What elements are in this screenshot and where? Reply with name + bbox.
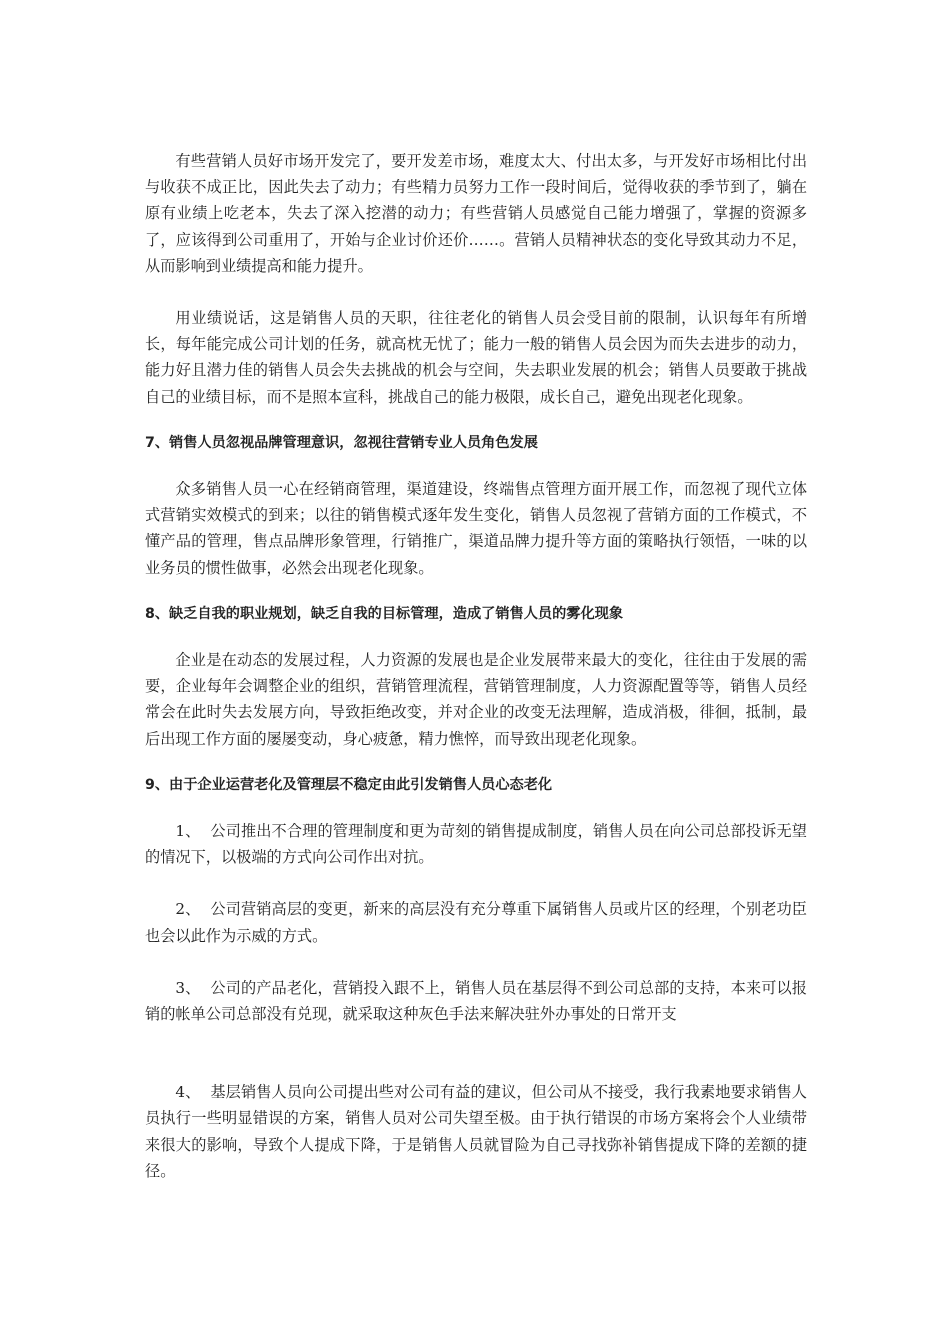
paragraph-career-planning: 企业是在动态的发展过程，人力资源的发展也是企业发展带来最大的变化，往往由于发展的需要，企业每年会调整企业的组织，营销管理流程，营销管理制度，人力资源配置等等，销售人员经常会在此时失去发展方向，导致拒绝改变，并对企业的改变无法理解，造成消极，徘徊，抵制，最后出现工作方面的屡屡变动，身心疲惫，精力憔悴，而导致出现老化现象。 bbox=[145, 651, 807, 748]
list-item-3: 3、 公司的产品老化，营销投入跟不上，销售人员在基层得不到公司总部的支持，本来可以报销的帐单公司总部没有兑现，就采取这种灰色手法来解决驻外办事处的日常开支 bbox=[145, 978, 807, 1024]
paragraph-motivation-loss: 有些营销人员好市场开发完了，要开发差市场，难度太大、付出太多，与开发好市场相比付出与收获不成正比，因此失去了动力；有些精力员努力工作一段时间后，觉得收获的季节到了，躺在原有业绩上吃老本，失去了深入挖潜的动力；有些营销人员感觉自己能力增强了，掌握的资源多了，应该得到公司重用了，开始与企业讨价还价……。营销人员精神状态的变化导致其动力不足，从而影响到业绩提高和能力提升。 bbox=[145, 152, 807, 275]
list-item-4: 4、 基层销售人员向公司提出些对公司有益的建议，但公司从不接受，我行我素地要求销售人员执行一些明显错误的方案，销售人员对公司失望至极。由于执行错误的市场方案将会个人业绩带来很大的影响，导致个人提成下降，于是销售人员就冒险为自己寻找弥补销售提成下降的差额的捷径。 bbox=[145, 1083, 807, 1180]
list-item-1: 1、 公司推出不合理的管理制度和更为苛刻的销售提成制度，销售人员在向公司总部投诉无望的情况下，以极端的方式向公司作出对抗。 bbox=[145, 822, 807, 867]
paragraph-performance: 用业绩说话，这是销售人员的天职，往往老化的销售人员会受目前的限制，认识每年有所增长，每年能完成公司计划的任务，就高枕无忧了；能力一般的销售人员会因为而失去进步的动力，能力好且潜力佳的销售人员会失去挑战的机会与空间，失去职业发展的机会；销售人员要敢于挑战自己的业绩目标，而不是照本宣科，挑战自己的能力极限，成长自己，避免出现老化现象。 bbox=[145, 309, 807, 406]
list-item-2: 2、 公司营销高层的变更，新来的高层没有充分尊重下属销售人员或片区的经理，个别老功臣也会以此作为示威的方式。 bbox=[145, 900, 807, 945]
paragraph-brand-management: 众多销售人员一心在经销商管理，渠道建设，终端售点管理方面开展工作，而忽视了现代立体式营销实效模式的到来；以往的销售模式逐年发生变化，销售人员忽视了营销方面的工作模式，不懂产品的管理，售点品牌形象管理，行销推广，渠道品牌力提升等方面的策略执行领悟，一味的以业务员的惯性做事，必然会出现老化现象。 bbox=[145, 480, 807, 577]
document-body bbox=[145, 148, 807, 1184]
section-heading-8: 8、缺乏自我的职业规划，缺乏自我的目标管理，造成了销售人员的雾化现象 bbox=[145, 605, 624, 622]
section-heading-7: 7、销售人员忽视品牌管理意识，忽视往营销专业人员角色发展 bbox=[145, 434, 538, 451]
section-heading-9: 9、由于企业运营老化及管理层不稳定由此引发销售人员心态老化 bbox=[145, 776, 553, 793]
